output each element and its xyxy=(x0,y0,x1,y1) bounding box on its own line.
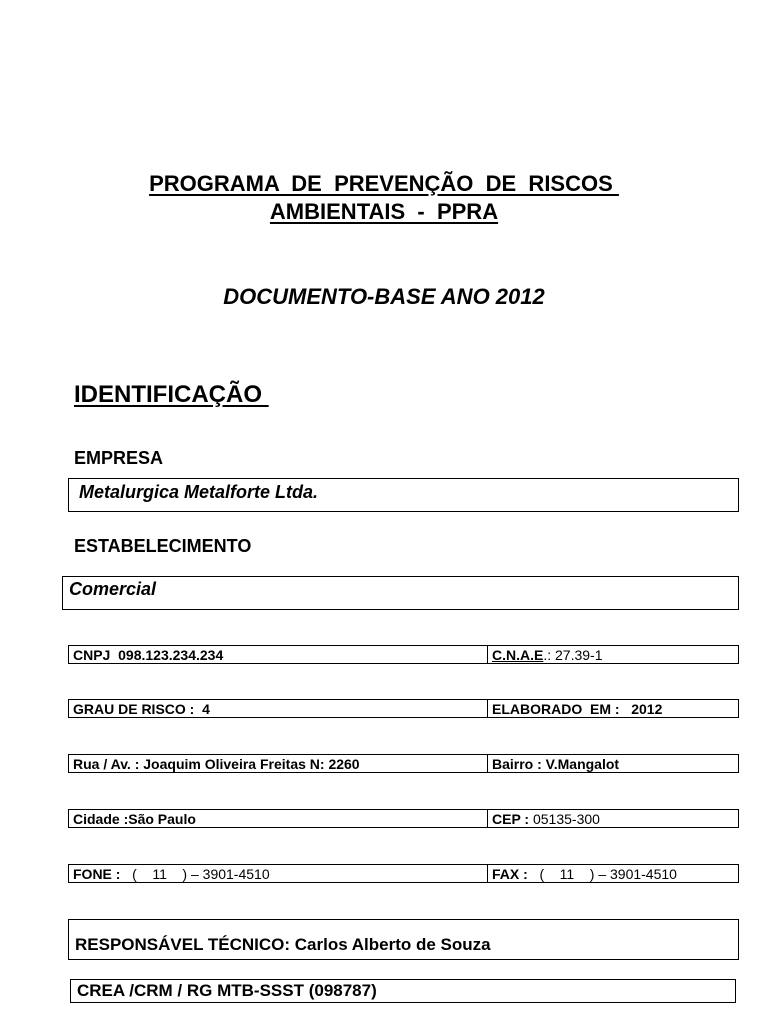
cep-label: CEP : xyxy=(492,810,530,827)
cidade-cell: Cidade :São Paulo xyxy=(69,810,488,827)
fone-cell xyxy=(69,865,488,882)
cep-cell xyxy=(488,810,738,827)
crea-box xyxy=(70,979,736,1003)
grau-elaborado-row xyxy=(68,699,739,718)
estabelecimento-field xyxy=(62,576,739,610)
responsavel-tecnico-text: RESPONSÁVEL TÉCNICO: Carlos Alberto de Souza xyxy=(75,935,491,954)
estabelecimento-value: Comercial xyxy=(69,579,157,599)
crea-text: CREA /CRM / RG MTB-SSST (098787) xyxy=(77,981,377,1000)
bairro-cell: Bairro : V.Mangalot xyxy=(492,755,620,772)
cnae-value: .: 27.39-1 xyxy=(543,646,603,663)
title-line-2: AMBIENTAIS - PPRA xyxy=(269,199,499,224)
fax-cell xyxy=(488,865,738,882)
section-title-identificacao: IDENTIFICAÇÃO xyxy=(74,381,269,408)
cnpj-cell: CNPJ 098.123.234.234 xyxy=(69,646,488,663)
rua-cell: Rua / Av. : Joaquim Oliveira Freitas N: 2260 xyxy=(69,755,488,772)
grau-cell: GRAU DE RISCO : 4 xyxy=(69,700,488,717)
rua-bairro-row xyxy=(68,754,739,773)
fone-fax-row xyxy=(68,864,739,883)
responsavel-tecnico-box xyxy=(68,919,739,960)
elaborado-cell: ELABORADO EM : 2012 xyxy=(492,700,663,717)
document-title xyxy=(0,170,768,226)
cep-value: 05135-300 xyxy=(529,810,600,827)
cnae-cell xyxy=(488,646,738,663)
empresa-label: EMPRESA xyxy=(74,448,164,468)
cnae-label: C.N.A.E xyxy=(492,646,544,663)
fax-value: ( 11 ) – 3901-4510 xyxy=(527,865,677,882)
estabelecimento-label: ESTABELECIMENTO xyxy=(74,536,252,556)
empresa-value: Metalurgica Metalforte Ltda. xyxy=(79,482,319,502)
fone-label: FONE : xyxy=(73,865,121,882)
fone-value: ( 11 ) – 3901-4510 xyxy=(120,865,270,882)
cnpj-cnae-row xyxy=(68,645,739,664)
fax-label: FAX : xyxy=(492,865,528,882)
empresa-field xyxy=(68,478,739,512)
title-line-1: PROGRAMA DE PREVENÇÃO DE RISCOS xyxy=(149,171,619,196)
cidade-cep-row xyxy=(68,809,739,828)
document-subtitle: DOCUMENTO-BASE ANO 2012 xyxy=(223,284,545,309)
